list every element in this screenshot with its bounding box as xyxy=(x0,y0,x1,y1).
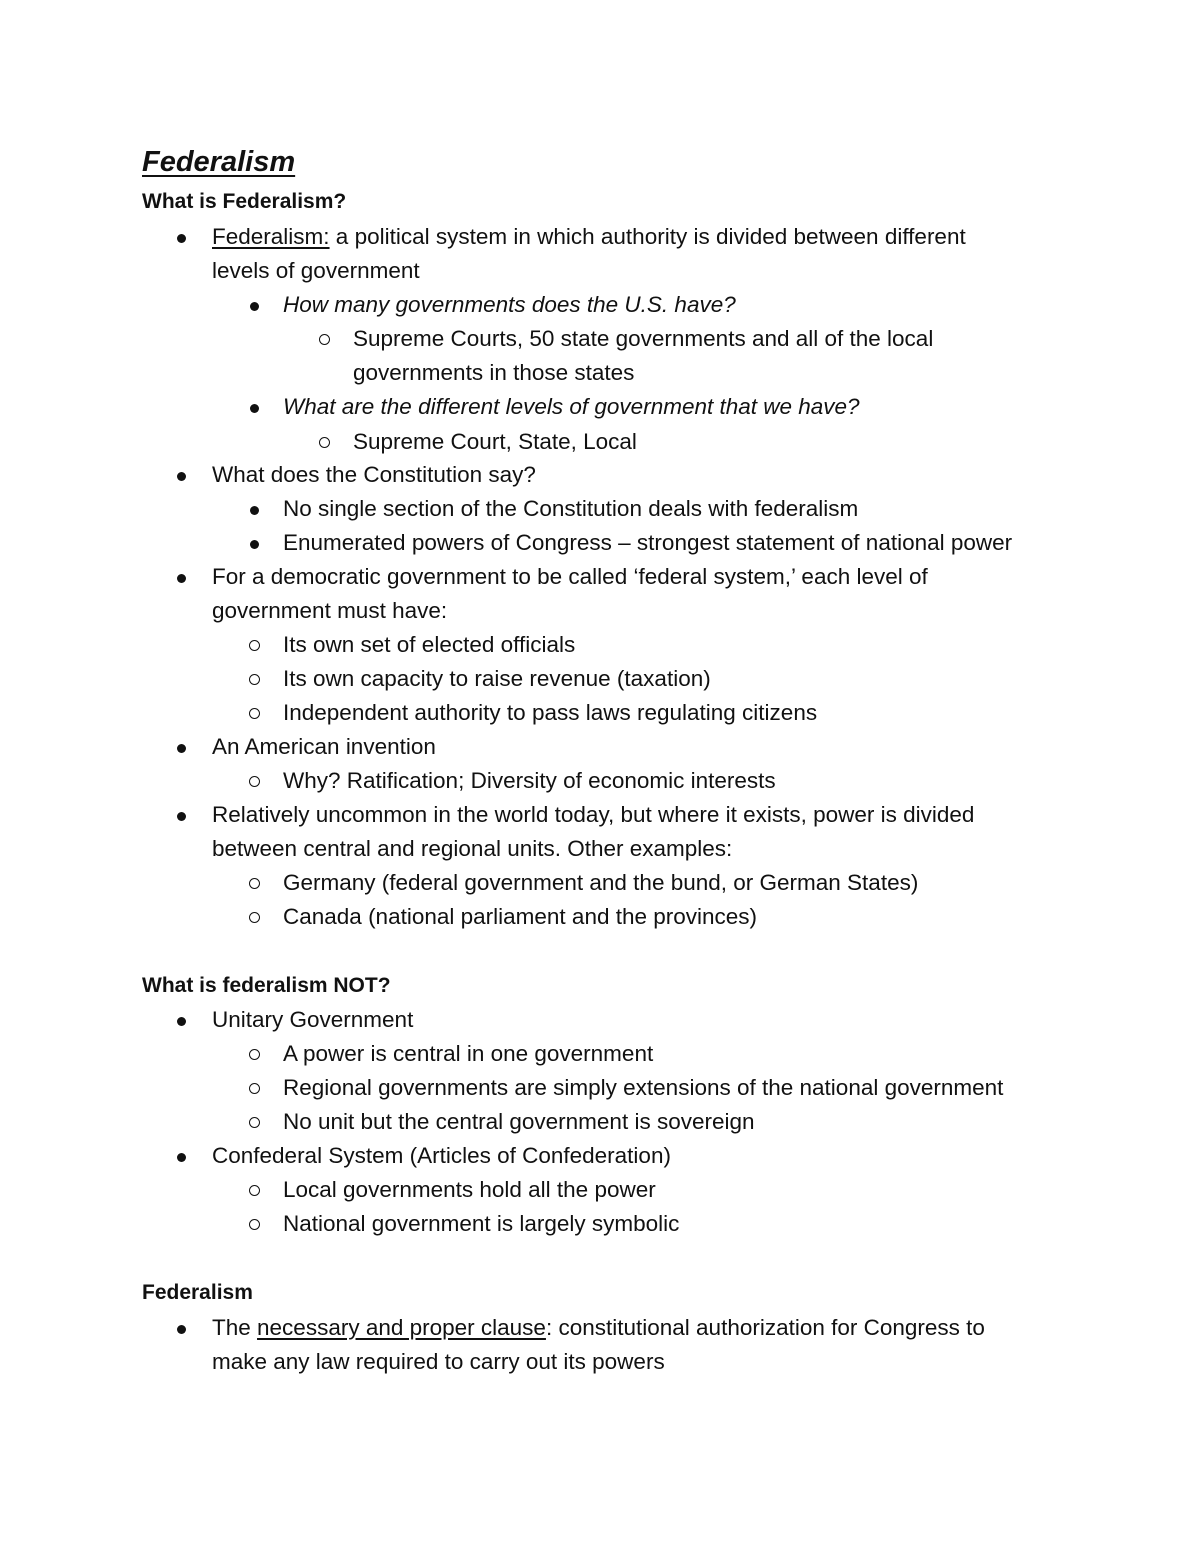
list-item: What are the different levels of government that we have? xyxy=(283,394,860,419)
list-item: Canada (national parliament and the provinces) xyxy=(283,904,758,929)
hollow-bullet-icon xyxy=(249,674,260,685)
bullet-icon xyxy=(177,812,186,821)
list-item: National government is largely symbolic xyxy=(283,1211,680,1236)
section-heading-what-is-federalism: What is Federalism? xyxy=(142,190,347,213)
list-item: Unitary Government xyxy=(212,1007,414,1032)
list-item: Local governments hold all the power xyxy=(283,1177,656,1202)
list-item: An American invention xyxy=(212,734,436,759)
list-item xyxy=(212,222,966,252)
list-item-continuation: levels of government xyxy=(212,258,420,283)
item-prefix: The xyxy=(212,1315,258,1340)
definition-text: : constitutional authorization for Congress to xyxy=(545,1315,985,1340)
hollow-bullet-icon xyxy=(319,334,330,345)
hollow-bullet-icon xyxy=(249,878,260,889)
list-item: Its own capacity to raise revenue (taxation) xyxy=(283,666,711,691)
list-item: Its own set of elected officials xyxy=(283,632,576,657)
list-item: Supreme Court, State, Local xyxy=(353,429,637,454)
hollow-bullet-icon xyxy=(249,640,260,651)
list-item: No unit but the central government is sovereign xyxy=(283,1109,755,1134)
bullet-icon xyxy=(177,744,186,753)
bullet-icon xyxy=(250,404,259,413)
bullet-icon xyxy=(250,540,259,549)
list-item: Relatively uncommon in the world today, but where it exists, power is divided xyxy=(212,802,975,827)
definition-text: a political system in which authority is divided between different xyxy=(329,224,966,249)
list-item-continuation: government must have: xyxy=(212,598,448,623)
hollow-bullet-icon xyxy=(249,776,260,787)
hollow-bullet-icon xyxy=(249,708,260,719)
list-item: For a democratic government to be called ‘federal system,’ each level of xyxy=(212,564,928,589)
list-item xyxy=(212,1313,985,1343)
bullet-icon xyxy=(250,506,259,515)
list-item: Enumerated powers of Congress – strongest statement of national power xyxy=(283,530,1013,555)
document-title: Federalism xyxy=(142,146,296,178)
hollow-bullet-icon xyxy=(249,1117,260,1128)
list-item: Regional governments are simply extensions of the national government xyxy=(283,1075,1004,1100)
hollow-bullet-icon xyxy=(249,1049,260,1060)
list-item: No single section of the Constitution deals with federalism xyxy=(283,496,859,521)
term-federalism: Federalism: xyxy=(212,224,330,249)
hollow-bullet-icon xyxy=(249,912,260,923)
term-necessary-and-proper-clause: necessary and proper clause xyxy=(257,1315,546,1340)
bullet-icon xyxy=(177,472,186,481)
list-item-continuation: between central and regional units. Other examples: xyxy=(212,836,733,861)
list-item: Confederal System (Articles of Confederation) xyxy=(212,1143,671,1168)
hollow-bullet-icon xyxy=(249,1185,260,1196)
bullet-icon xyxy=(177,574,186,583)
list-item-continuation: make any law required to carry out its powers xyxy=(212,1349,665,1374)
list-item: How many governments does the U.S. have? xyxy=(283,292,736,317)
section-heading-what-is-federalism-not: What is federalism NOT? xyxy=(142,974,391,997)
bullet-icon xyxy=(177,234,186,243)
hollow-bullet-icon xyxy=(249,1219,260,1230)
bullet-icon xyxy=(177,1017,186,1026)
list-item: Supreme Courts, 50 state governments and all of the local xyxy=(353,326,934,351)
bullet-icon xyxy=(250,302,259,311)
list-item: Independent authority to pass laws regulating citizens xyxy=(283,700,818,725)
list-item: Why? Ratification; Diversity of economic interests xyxy=(283,768,776,793)
hollow-bullet-icon xyxy=(319,437,330,448)
bullet-icon xyxy=(177,1153,186,1162)
hollow-bullet-icon xyxy=(249,1083,260,1094)
list-item: Germany (federal government and the bund, or German States) xyxy=(283,870,919,895)
section-heading-federalism: Federalism xyxy=(142,1281,253,1304)
list-item: What does the Constitution say? xyxy=(212,462,536,487)
list-item-continuation: governments in those states xyxy=(353,360,635,385)
bullet-icon xyxy=(177,1325,186,1334)
list-item: A power is central in one government xyxy=(283,1041,654,1066)
